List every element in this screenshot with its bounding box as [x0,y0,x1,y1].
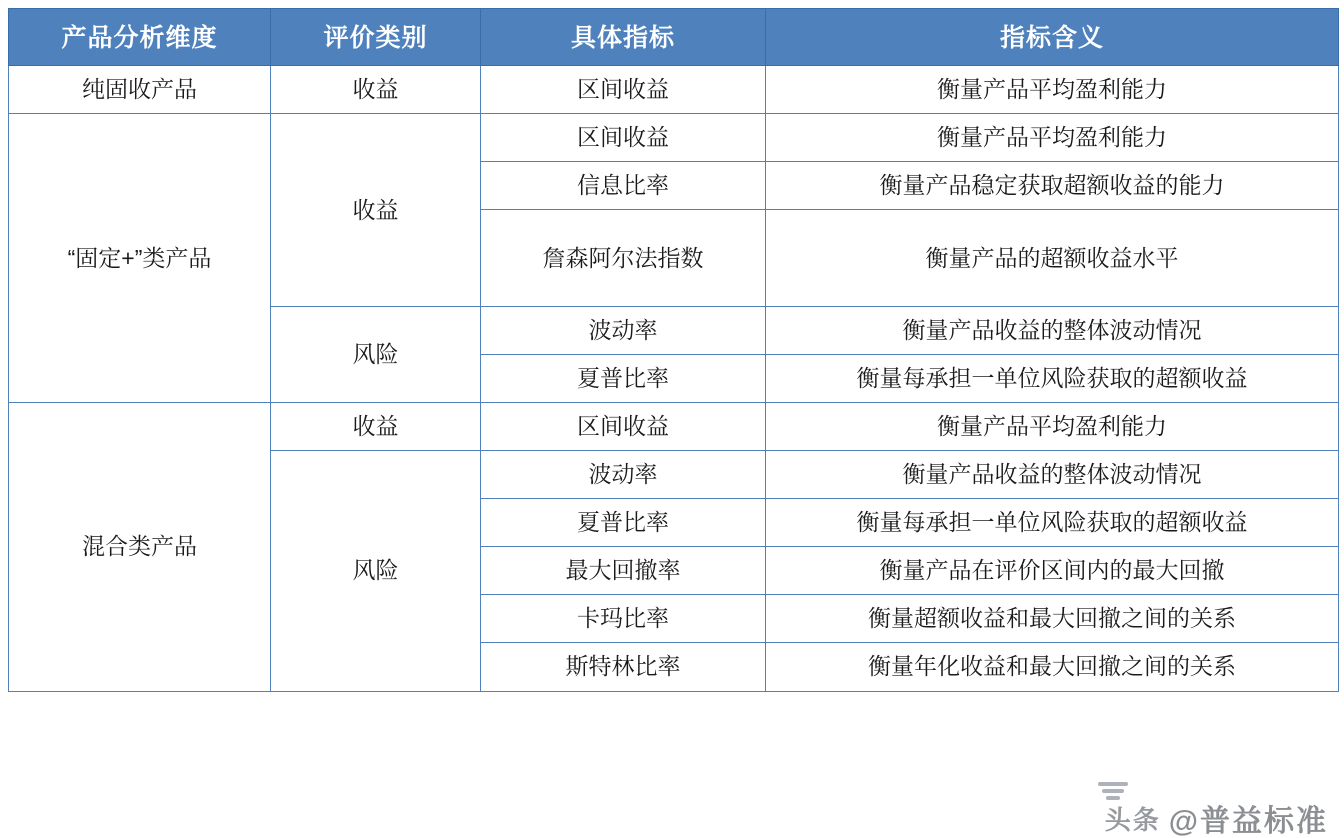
metric-cell: 詹森阿尔法指数 [481,210,766,307]
category-cell: 收益 [271,66,481,114]
meaning-cell: 衡量产品稳定获取超额收益的能力 [766,162,1339,210]
meaning-cell: 衡量每承担一单位风险获取的超额收益 [766,355,1339,403]
table-row [9,66,1339,114]
page-root [0,8,1344,838]
category-cell: 风险 [271,307,481,403]
meaning-cell: 衡量产品的超额收益水平 [766,210,1339,307]
dimension-cell: 纯固收产品 [9,66,271,114]
table-row [9,403,1339,451]
metric-cell: 斯特林比率 [481,643,766,691]
brand-logo-icon [1096,780,1130,802]
category-cell: 风险 [271,451,481,691]
metric-cell: 波动率 [481,307,766,355]
meaning-cell: 衡量年化收益和最大回撤之间的关系 [766,643,1339,691]
column-header-meaning: 指标含义 [766,9,1339,66]
table-header-row [9,9,1339,66]
dimension-cell: “固定+”类产品 [9,114,271,403]
metric-cell: 区间收益 [481,403,766,451]
meaning-cell: 衡量产品在评价区间内的最大回撤 [766,547,1339,595]
meaning-cell: 衡量产品平均盈利能力 [766,403,1339,451]
table-body [9,66,1339,692]
metric-cell: 区间收益 [481,114,766,162]
meaning-cell: 衡量产品平均盈利能力 [766,114,1339,162]
category-cell: 收益 [271,403,481,451]
watermark-platform: 头条 [1104,804,1161,835]
watermark-brand: @普益标准 [1168,805,1328,838]
meaning-cell: 衡量产品收益的整体波动情况 [766,451,1339,499]
metric-cell: 区间收益 [481,66,766,114]
watermark [1105,796,1328,838]
column-header-dimension: 产品分析维度 [9,9,271,66]
metric-cell: 最大回撤率 [481,547,766,595]
table-row [9,114,1339,162]
metric-cell: 信息比率 [481,162,766,210]
meaning-cell: 衡量超额收益和最大回撤之间的关系 [766,595,1339,643]
column-header-category: 评价类别 [271,9,481,66]
metric-cell: 波动率 [481,451,766,499]
metrics-table [8,8,1339,692]
meaning-cell: 衡量产品平均盈利能力 [766,66,1339,114]
dimension-cell: 混合类产品 [9,403,271,691]
metric-cell: 夏普比率 [481,355,766,403]
category-cell: 收益 [271,114,481,307]
metric-cell: 夏普比率 [481,499,766,547]
column-header-metric: 具体指标 [481,9,766,66]
table-header [9,9,1339,66]
metric-cell: 卡玛比率 [481,595,766,643]
meaning-cell: 衡量每承担一单位风险获取的超额收益 [766,499,1339,547]
meaning-cell: 衡量产品收益的整体波动情况 [766,307,1339,355]
